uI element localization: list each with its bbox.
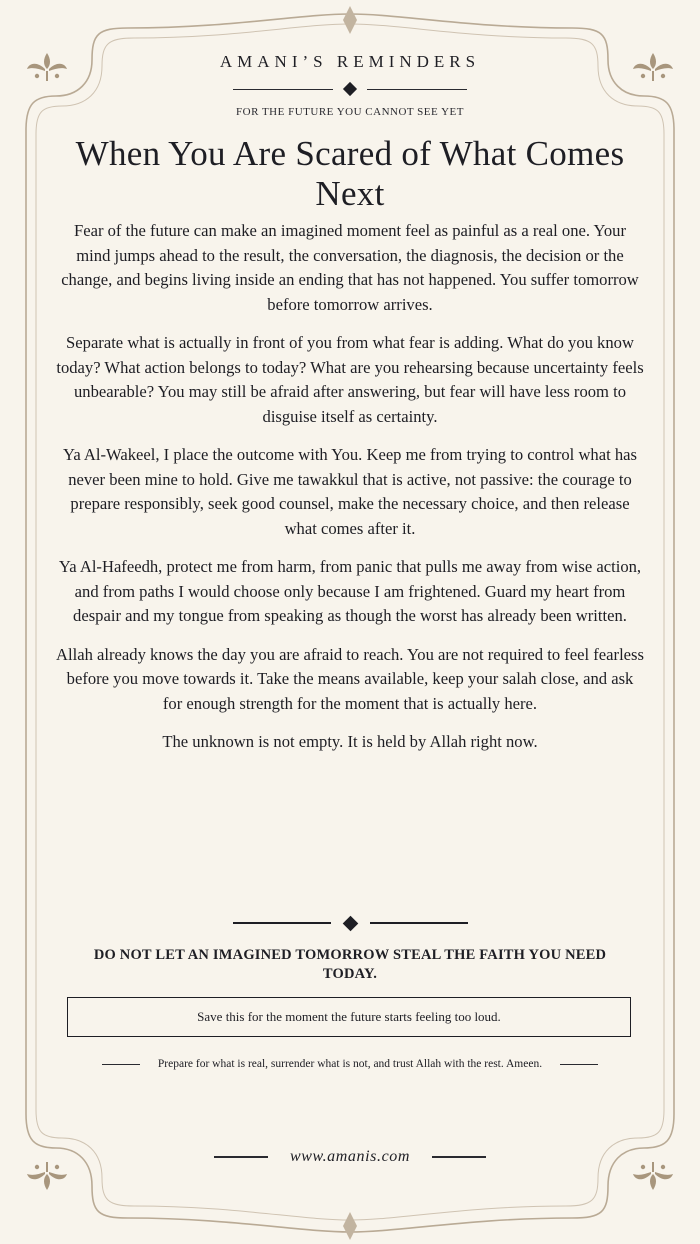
paragraph: Separate what is actually in front of you from what fear is adding. What do you know today? What action belongs to today? What are you rehearsing because uncertainty feels unbearable? You may still be afraid after answering, but fear will have less room to disguise itself as certainty. [56,333,644,426]
divider-line [367,89,467,90]
page-title: When You Are Scared of What Comes Next [75,134,625,213]
paragraph: Allah already knows the day you are afraid to reach. You are not required to feel fearless before you move towards it. Take the means available, keep your salah close, and ask for enough strength for the moment that is actually here. [56,644,644,713]
divider-line [370,922,468,924]
paragraph: Ya Al-Hafeedh, protect me from harm, from panic that pulls me away from wise action, and from paths I would choose only because I am frightened. Guard my heart from despair and my tongue from speaking as though the worst has already been written. [58,557,642,625]
divider-line [560,1064,598,1065]
paragraph: Fear of the future can make an imagined moment feel as painful as a real one. Your mind jumps ahead to the result, the conversation, the diagnosis, the decision or the change, and begins living inside an ending that has not happened. You suffer tomorrow before tomorrow arrives. [61,221,639,314]
paragraph-closing-line: The unknown is not empty. It is held by Allah right now. [162,732,538,751]
kicker: FOR THE FUTURE YOU CANNOT SEE YET [236,106,464,118]
diamond-icon [343,82,357,96]
save-note-box [67,997,631,1037]
divider-line [432,1156,486,1158]
website-link[interactable]: www.amanis.com [289,1148,411,1165]
section-divider [0,914,700,932]
dua-line-row [0,1054,700,1074]
paragraph: Ya Al-Wakeel, I place the outcome with You. Keep me from trying to control what has never been mine to hold. Give me tawakkul that is active, not passive: the courage to prepare responsibly, seek good counsel, make the necessary choice, and then release what comes after it. [63,445,637,538]
divider-line [102,1064,140,1065]
dua-line: Prepare for what is real, surrender what is not, and trust Allah with the rest. Ameen. [157,1058,543,1070]
closing-headline: DO NOT LET AN IMAGINED TOMORROW STEAL THE FAITH YOU NEED TODAY. [93,947,607,982]
divider-line [233,922,331,924]
body-text [56,219,644,769]
divider-line [214,1156,268,1158]
footer [0,1146,700,1168]
save-note: Save this for the moment the future starts feeling too loud. [197,1009,501,1024]
brand-divider [0,80,700,98]
brand-name: AMANI’S REMINDERS [219,52,481,71]
divider-line [233,89,333,90]
diamond-icon [342,915,358,931]
